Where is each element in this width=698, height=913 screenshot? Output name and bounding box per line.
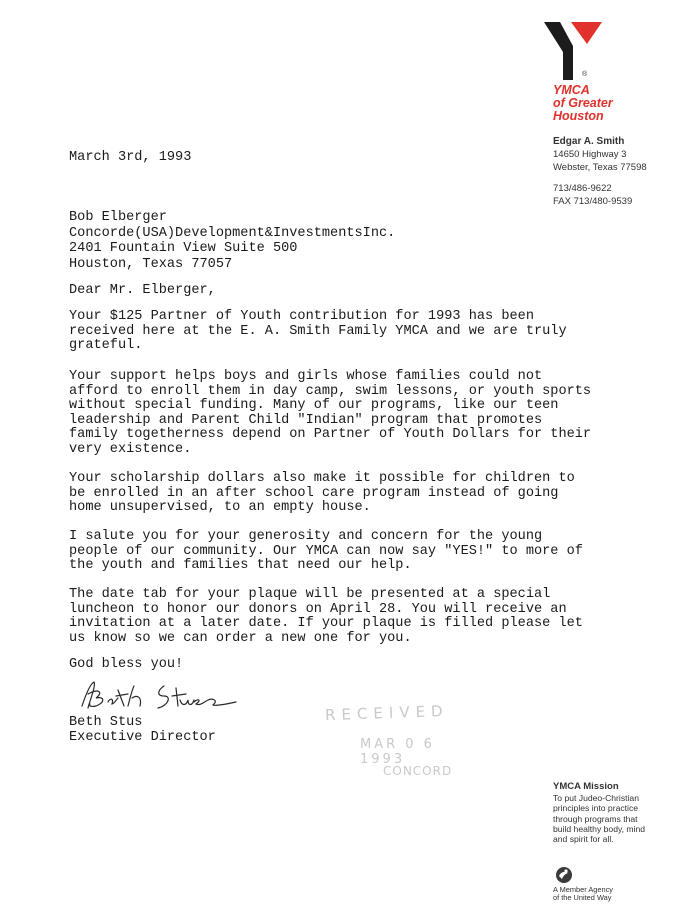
recipient-line: Concorde(USA)Development&InvestmentsInc. — [69, 225, 396, 241]
recipient-line: Bob Elberger — [69, 210, 167, 225]
received-stamp — [325, 702, 465, 792]
recipient-line: Houston, Texas 77057 — [69, 256, 233, 272]
letter-date: March 3rd, 1993 — [69, 150, 192, 165]
signer-title: Executive Director — [69, 730, 216, 745]
branch-phone: 713/486-9622 — [553, 183, 612, 194]
handwritten-signature — [68, 676, 248, 714]
org-line: Houston — [553, 109, 604, 123]
signer-name: Beth Stus — [69, 715, 143, 730]
body-paragraph: The date tab for your plaque will be presented at a special luncheon to honor our donors on April 28. You will receive an invitation at a later date. If your plaque is filled please let us know so we can order a new one for you. — [69, 587, 583, 646]
branch-name: Edgar A. Smith — [553, 136, 625, 147]
body-paragraph: Your $125 Partner of Youth contribution for 1993 has been received here at the E. A. Smith Family YMCA and we are truly grateful. — [69, 309, 567, 354]
ymca-mission — [553, 782, 693, 844]
organization-name — [553, 84, 613, 123]
body-paragraph: Your scholarship dollars also make it possible for children to be enrolled in an after school care program instead of going home unsupervised, to an empty house. — [69, 471, 575, 516]
stamp-date: MAR 0 6 1993 — [360, 737, 435, 767]
agency-line: A Member Agency — [553, 885, 613, 894]
branch-address-line: 14650 Highway 3 — [553, 149, 627, 160]
stamp-company: CONCORD — [383, 764, 453, 778]
agency-line: of the United Way — [553, 893, 612, 903]
branch-address-line: Webster, Texas 77598 — [553, 162, 647, 173]
mission-line: and spirit for all. — [553, 834, 614, 845]
branch-contact — [553, 135, 647, 208]
org-line: YMCA — [553, 83, 590, 97]
salutation: Dear Mr. Elberger, — [69, 283, 216, 298]
registered-mark: ® — [582, 71, 588, 78]
recipient-line: 2401 Fountain View Suite 500 — [69, 241, 298, 256]
body-paragraph: I salute you for your generosity and concern for the young people of our community. Our YMCA can now say "YES!" to more of the youth and families that need our help. — [69, 529, 583, 574]
mission-line: principles into practice — [553, 803, 639, 814]
mission-line: through programs that — [553, 813, 638, 824]
org-line: of Greater — [553, 96, 613, 110]
body-paragraph: Your support helps boys and girls whose families could not afford to enroll them in day camp, swim lessons, or youth sports without special funding. Many of our programs, like our teen leadership and Parent Child "Indian" program that promotes family togetherness depend on Partner of Youth Dollars for their very existence. — [69, 369, 592, 457]
mission-line: build healthy body, mind — [553, 823, 646, 834]
mission-line: To put Judeo-Christian — [553, 793, 639, 804]
signer-block — [69, 715, 216, 745]
ymca-logo-icon — [543, 20, 603, 82]
closing: God bless you! — [69, 657, 184, 672]
stamp-received: RECEIVED — [324, 701, 449, 725]
united-way-member — [553, 886, 613, 903]
branch-fax: FAX 713/480-9539 — [553, 196, 633, 207]
mission-title: YMCA Mission — [553, 781, 619, 792]
united-way-icon — [555, 866, 573, 884]
recipient-address — [69, 210, 395, 272]
